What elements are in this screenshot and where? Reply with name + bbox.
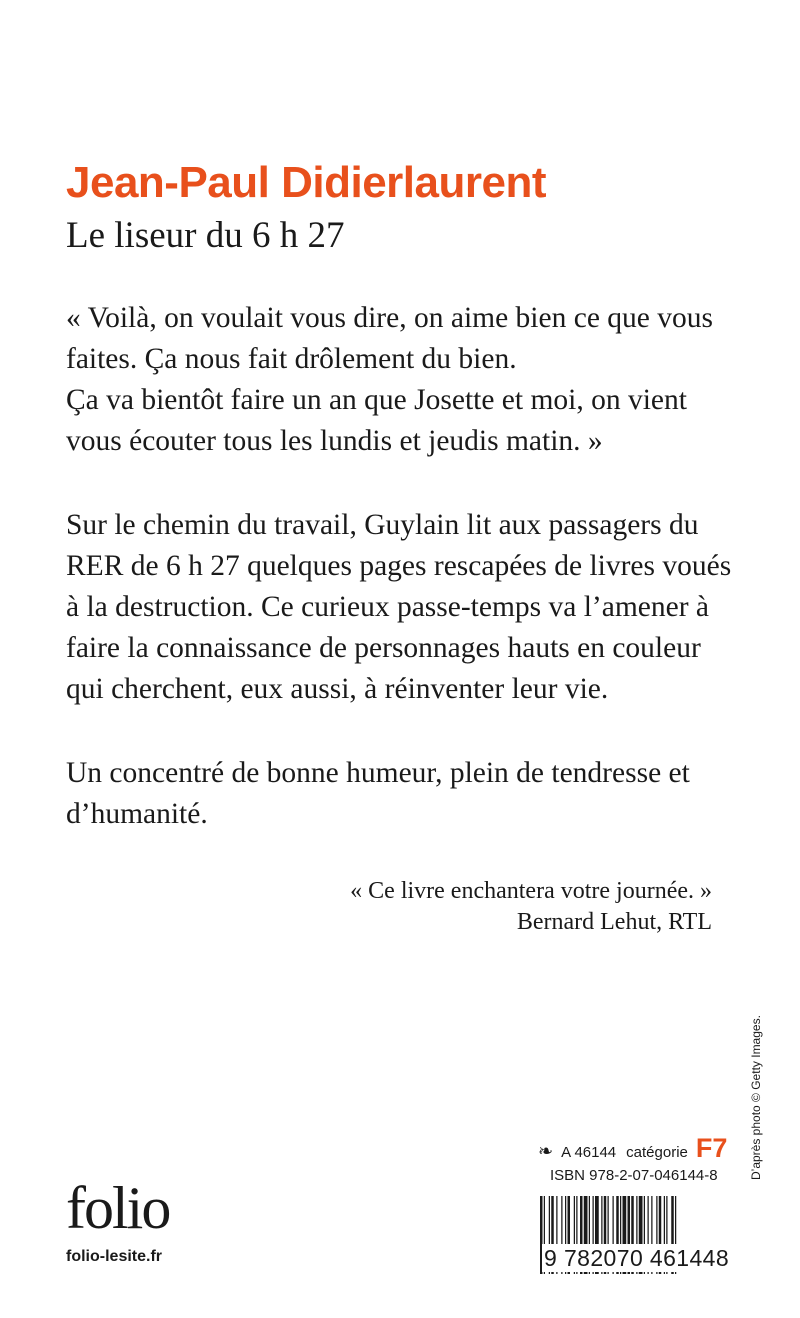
publisher-logo: folio: [66, 1175, 170, 1241]
text-line: qui cherchent, eux aussi, à réinventer leur vie.: [66, 673, 609, 705]
barcode-digits: 9 782070 461448: [544, 1245, 730, 1271]
review-source: Bernard Lehut, RTL: [516, 909, 712, 935]
catalog-code: A 46144: [561, 1144, 617, 1161]
text-line: RER de 6 h 27 quelques pages rescapées de livres voués: [66, 550, 732, 582]
summary-paragraph: [66, 505, 756, 710]
text-line: vous écouter tous les lundis et jeudis matin. »: [66, 425, 603, 457]
book-title: Le liseur du 6 h 27: [66, 215, 345, 256]
text-line: Sur le chemin du travail, Guylain lit aux passagers du: [66, 509, 699, 541]
text-line: Ça va bientôt faire un an que Josette et moi, on vient: [66, 384, 687, 416]
text-line: Un concentré de bonne humeur, plein de tendresse et: [66, 757, 690, 789]
press-review: [350, 876, 712, 938]
category-label: catégorie: [626, 1144, 688, 1161]
text-line: faites. Ça nous fait drôlement du bien.: [66, 343, 517, 375]
price-category: F7: [695, 1133, 728, 1163]
author-name: Jean-Paul Didierlaurent: [66, 158, 546, 207]
tagline-paragraph: [66, 753, 756, 835]
excerpt-paragraph: [66, 298, 756, 462]
text-line: faire la connaissance de personnages hauts en couleur: [66, 632, 701, 664]
publisher-website: folio-lesite.fr: [66, 1248, 163, 1265]
isbn: ISBN 978-2-07-046144-8: [550, 1167, 718, 1184]
review-quote: « Ce livre enchantera votre journée. »: [350, 878, 712, 904]
gallimard-mark-icon: ❧: [538, 1141, 554, 1161]
text-line: « Voilà, on voulait vous dire, on aime bien ce que vous: [66, 302, 713, 334]
catalog-info: [538, 1133, 727, 1164]
text-line: d’humanité.: [66, 798, 208, 830]
text-line: à la destruction. Ce curieux passe-temps va l’amener à: [66, 591, 710, 623]
photo-credit: D’après photo © Getty Images.: [749, 1015, 763, 1180]
